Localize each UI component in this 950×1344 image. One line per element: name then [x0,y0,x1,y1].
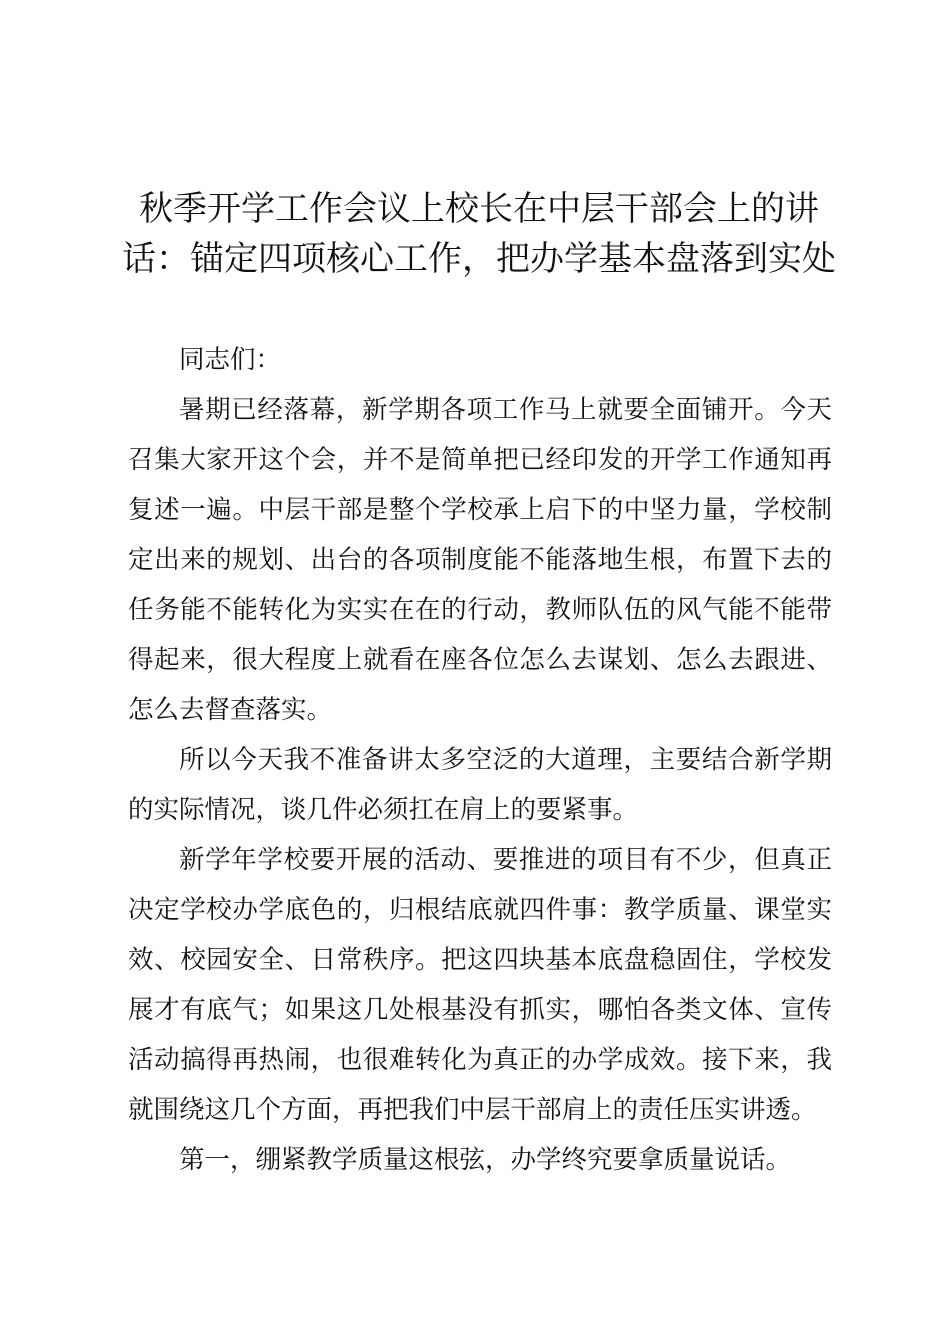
body-paragraph: 所以今天我不准备讲太多空泛的大道理，主要结合新学期的实际情况，谈几件必须扛在肩上的要紧事。 [128,745,832,825]
document-title: 秋季开学工作会议上校长在中层干部会上的讲话：锚定四项核心工作，把办学基本盘落到实处 [122,189,836,279]
body-paragraph: 暑期已经落幕，新学期各项工作马上就要全面铺开。今天召集大家开这个会，并不是简单把已经印发的开学工作通知再复述一遍。中层干部是整个学校承上启下的中坚力量，学校制定出来的规划、出台的各项制度能不能落地生根，布置下去的任务能不能转化为实实在在的行动，教师队伍的风气能不能带得起来，很大程度上就看在座各位怎么去谋划、怎么去跟进、怎么去督查落实。 [128,395,832,725]
salutation-paragraph: 同志们： [179,345,282,375]
document-body [128,335,832,1185]
body-paragraph: 新学年学校要开展的活动、要推进的项目有不少，但真正决定学校办学底色的，归根结底就四件事：教学质量、课堂实效、校园安全、日常秩序。把这四块基本底盘稳固住，学校发展才有底气；如果这几处根基没有抓实，哪怕各类文体、宣传活动搞得再热闹，也很难转化为真正的办学成效。接下来，我就围绕这几个方面，再把我们中层干部肩上的责任压实讲透。 [128,845,832,1125]
section-heading-paragraph: 第一，绷紧教学质量这根弦，办学终究要拿质量说话。 [179,1145,792,1175]
